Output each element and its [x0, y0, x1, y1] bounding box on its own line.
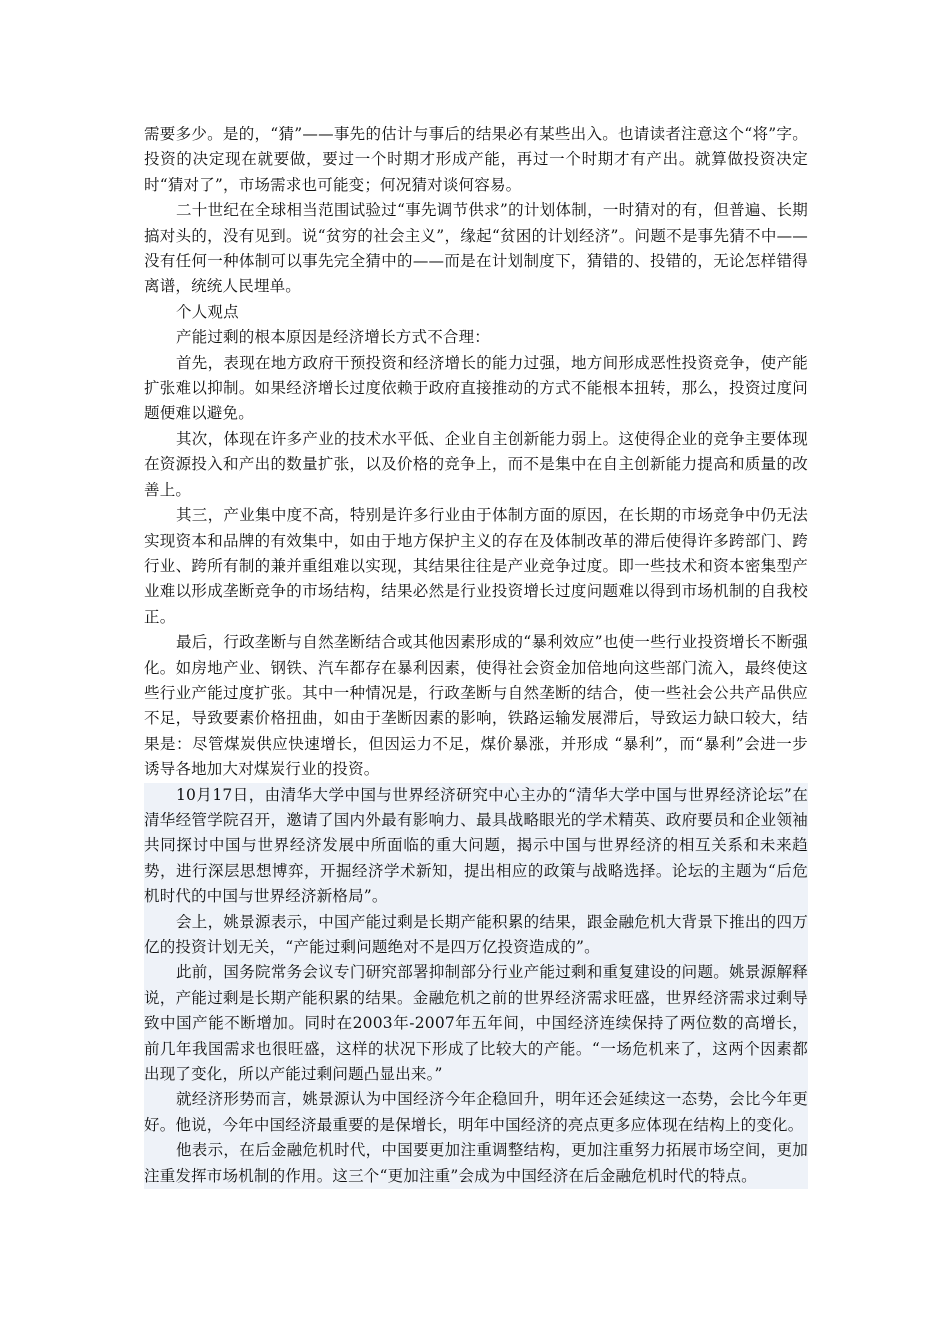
- paragraph: 产能过剩的根本原因是经济增长方式不合理：: [176, 328, 491, 347]
- paragraph: 个人观点: [176, 302, 239, 321]
- paragraph: 就经济形势而言，姚景源认为中国经济今年企稳回升，明年还会延续这一态势，会比今年更好。他说，今年中国经济最重要的是保增长，明年中国经济的亮点更多应体现在结构上的变化。: [144, 1090, 808, 1134]
- paragraph: 其次，体现在许多产业的技术水平低、企业自主创新能力弱上。这使得企业的竞争主要体现在资源投入和产出的数量扩张，以及价格的竞争上，而不是集中在自主创新能力提高和质量的改善上。: [144, 429, 808, 499]
- paragraph: 10月17日，由清华大学中国与世界经济研究中心主办的“清华大学中国与世界经济论坛”在清华经管学院召开，邀请了国内外最有影响力、最具战略眼光的学术精英、政府要员和企业领袖共同探讨中国与世界经济发展中所面临的重大问题，揭示中国与世界经济的相互关系和未来趋势，进行深层思想博弈，开掘经济学术新知，提出相应的政策与战略选择。论坛的主题为“后危机时代的中国与世界经济新格局”。: [144, 785, 808, 906]
- paragraph: 他表示，在后金融危机时代，中国要更加注重调整结构，更加注重努力拓展市场空间，更加注重发挥市场机制的作用。这三个“更加注重”会成为中国经济在后金融危机时代的特点。: [144, 1141, 808, 1185]
- paragraph: 首先，表现在地方政府干预投资和经济增长的能力过强，地方间形成恶性投资竞争，使产能扩张难以抑制。如果经济增长过度依赖于政府直接推动的方式不能根本扭转，那么，投资过度问题便难以避免。: [144, 353, 808, 423]
- paragraph: 最后，行政垄断与自然垄断结合或其他因素形成的“暴利效应”也使一些行业投资增长不断强化。如房地产业、钢铁、汽车都存在暴利因素，使得社会资金加倍地向这些部门流入，最终使这些行业产能过度扩张。其中一种情况是，行政垄断与自然垄断的结合，使一些社会公共产品供应不足，导致要素价格扭曲，如由于垄断因素的影响，铁路运输发展滞后，导致运力缺口较大，结果是：尽管煤炭供应快速增长，但因运力不足，煤价暴涨，并形成 “暴利”，而“暴利”会进一步诱导各地加大对煤炭行业的投资。: [144, 633, 808, 779]
- paragraph: 需要多少。是的，“猜”——事先的估计与事后的结果必有某些出入。也请读者注意这个“将”字。投资的决定现在就要做，要过一个时期才形成产能，再过一个时期才有产出。就算做投资决定时“猜对了”，市场需求也可能变；何况猜对谈何容易。: [144, 125, 808, 194]
- paragraph: 会上，姚景源表示，中国产能过剩是长期产能积累的结果，跟金融危机大背景下推出的四万亿的投资计划无关，“产能过剩问题绝对不是四万亿投资造成的”。: [144, 912, 808, 956]
- paragraph: 此前，国务院常务会议专门研究部署抑制部分行业产能过剩和重复建设的问题。姚景源解释说，产能过剩是长期产能积累的结果。金融危机之前的世界经济需求旺盛，世界经济需求过剩导致中国产能不断增加。同时在2003年-2007年五年间，中国经济连续保持了两位数的高增长，前几年我国需求也很旺盛，这样的状况下形成了比较大的产能。“一场危机来了，这两个因素都出现了变化，所以产能过剩问题凸显出来。”: [144, 963, 808, 1084]
- article-section-forum-report: [144, 783, 808, 1190]
- document-body: [144, 122, 808, 1189]
- paragraph: 其三，产业集中度不高，特别是许多行业由于体制方面的原因，在长期的市场竞争中仍无法实现资本和品牌的有效集中，如由于地方保护主义的存在及体制改革的滞后使得许多跨部门、跨行业、跨所有制的兼并重组难以实现，其结果往往是产业竞争过度。即一些技术和资本密集型产业难以形成垄断竞争的市场结构，结果必然是行业投资增长过度问题难以得到市场机制的自我校正。: [144, 506, 808, 626]
- paragraph: 二十世纪在全球相当范围试验过“事先调节供求”的计划体制，一时猜对的有，但普遍、长期搞对头的，没有见到。说“贫穷的社会主义”，缘起“贫困的计划经济”。问题不是事先猜不中——没有任何一种体制可以事先完全猜中的——而是在计划制度下，猜错的、投错的，无论怎样错得离谱，统统人民埋单。: [144, 201, 808, 296]
- article-section-opinion: [144, 122, 808, 783]
